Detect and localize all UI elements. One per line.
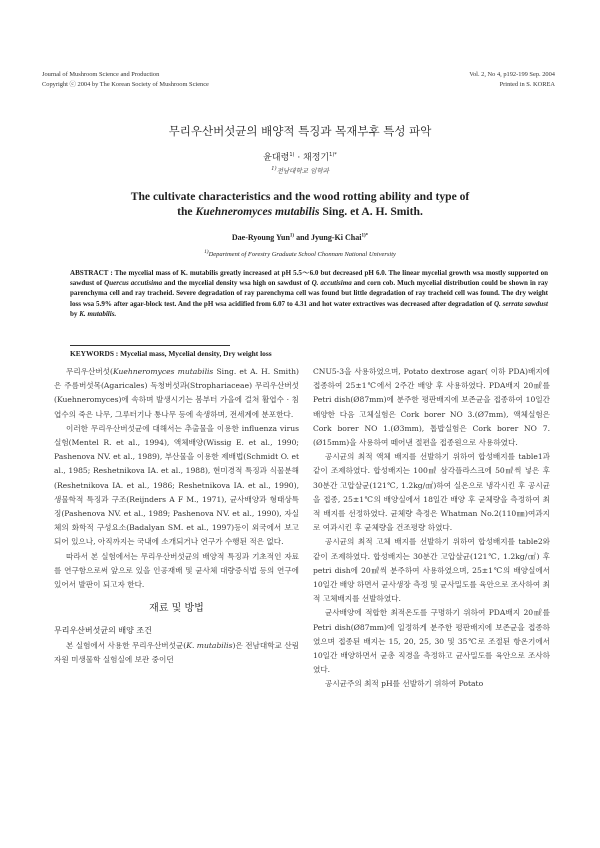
english-title (60, 189, 540, 219)
right-paragraph-1: CNU5-3을 사용하였으며, Potato dextrose agar( 이하 PDA)배지에 접종하여 25±1℃에서 2주간 배양 후 사용하였다. PDA배지 20㎖를 Petri dish(Ø87mm)에 분주한 평판배지에 보존균을 접종하여 10일간 배양한 다음 고체실험은 Cork borer NO 3.(Ø7mm), 액체실험은 Cork borer NO 1.(Ø3mm), 톱밥실험은 Cork borer NO 7.(Ø15mm)을 사용하여 떼어낸 절편을 접종원으로 사용하였다. (313, 367, 550, 448)
methods-p1-a: 본 실험에서 사용한 무리우산버섯균( (66, 640, 187, 650)
english-title-species: Kuehneromyces mutabilis (195, 205, 320, 218)
english-affil-text: Department of Forestry Graduate School Chonnam National University (208, 251, 396, 259)
abstract-text-4: by (70, 309, 80, 318)
korean-author-2-sup: 1)* (329, 152, 337, 158)
right-paragraph-4: 균사배양에 적합한 최적온도를 구명하기 위하여 PDA배지 20㎖를 Petri dish(Ø87mm)에 일정하게 분주한 평판배지에 보존균을 접종하였으며 접종된 배지는 15, 20, 25, 30 및 35℃로 조절된 항온기에서 10일간 배양하면서 균총 직경을 측정하고 균사밀도를 육안으로 조사하였다. (313, 608, 550, 675)
right-column (313, 365, 550, 692)
keywords (70, 349, 272, 358)
korean-affil-text: 전남대학교 임학과 (276, 167, 329, 176)
english-title-pre: the (177, 205, 196, 218)
right-paragraph-5: 공시균주의 최적 pH를 선발하기 위하여 Potato (325, 679, 484, 689)
intro-paragraph-3: 따라서 본 실험에서는 무리우산버섯균의 배양적 특징과 기초적인 자료를 연구함으로써 앞으로 있을 인공재배 및 균사체 대량증식법 등의 연구에 있어서 발판이 되고자 한다. (54, 551, 299, 590)
keywords-rule (70, 345, 230, 346)
printed-line: Printed in S. KOREA (499, 81, 555, 88)
abstract-text-2: and the mycelial density wsa high on sawdust of (162, 279, 312, 288)
right-paragraph-3: 공시균의 최적 고체 배지를 선발하기 위하여 합성배지를 table2와 같이 조제하였다. 합성배지는 30분간 고압살균(121℃, 1.2kg/㎠) 후 petri dish에 20㎖씩 분주하여 사용하였으며, 25±1℃의 배양실에서 10일간 배양 하면서 균사생장 측정 및 균사밀도를 육안으로 조사하여 최적 고체배지를 선발하였다. (313, 537, 550, 604)
english-author-1: Dae-Ryoung Yun (231, 233, 290, 242)
copyright-line: Copyright ⓒ 2004 by The Korean Society of Mushroom Science (42, 81, 209, 88)
korean-author-1: 윤대령 (263, 153, 290, 163)
intro-p1-b: Sing. et A. H. Smith)은 주름버섯목(Agaricales) 독청버섯과(Strophariaceae) 무리우산버섯(Kuehneromyces)에 속하며 발생시기는 봄부터 가을에 걸쳐 활엽수 · 침엽수의 죽은 나무, 그루터기나 통나무 등에 속생하며, 전세계에 분포한다. (54, 367, 299, 419)
subsection-title-culture: 무리우산버섯균의 배양 조건 (54, 626, 152, 636)
english-author-2: and Jyung-Ki Chai (294, 233, 362, 242)
abstract-species-2: Q. accutisima (311, 279, 352, 288)
english-affiliation (0, 249, 600, 258)
journal-name: Journal of Mushroom Science and Production (42, 71, 160, 78)
english-title-line-2 (60, 204, 540, 219)
abstract-species-4: K. mutabilis. (79, 309, 117, 318)
methods-p1-species: K. mutabilis (186, 640, 233, 650)
english-authors (0, 233, 600, 242)
korean-author-2: 채정기 (303, 153, 330, 163)
intro-p1-a: 무리우산버섯( (66, 367, 113, 376)
abstract-species-1: Quercus accutisima (104, 279, 163, 288)
korean-authors (0, 150, 600, 163)
english-title-line-1: The cultivate characteristics and the wood rotting ability and type of (130, 190, 470, 203)
abstract (70, 268, 548, 319)
korean-title: 무리우산버섯균의 배양적 특징과 목재부후 특성 파악 (168, 124, 432, 138)
intro-p1-species: Kuehneromyces mutabilis (112, 367, 214, 376)
korean-affil-sup: 1) (271, 166, 277, 172)
abstract-text-3: and corn cob. Much mycelial distribution could be shown in ray parenchyma cell and ray tracheid. Severe degradation of ray parenchyma cell was found but little degradation of ray tracheid cell was found. The dry weight loss wsa 5.9% after agar-block test. And the pH wsa acidified from 6.07 to 4.31 and hot water extractives was decreased after degradation of (70, 279, 548, 308)
korean-affiliation (0, 166, 600, 175)
english-affil-sup: 1) (204, 249, 209, 255)
abstract-species-3: Q. serrata sawdust (493, 299, 549, 308)
methods-p1-b: )은 전남대학교 산림자원 미생물학 실험실에 보관 중이던 (54, 640, 299, 664)
english-author-1-sup: 1) (289, 233, 295, 239)
intro-paragraph-2: 이러한 무리우산버섯균에 대해서는 추출물을 이용한 influenza virus 실험(Mentel R. et al., 1994), 액체배양(Wissig E. et al., 1990; Pashenova NV. et al., 1989), 부산물을 이용한 제배법(Schmidt O. et al., 1985; Reshetnikova IA. et al., 1988), 현미경적 특징과 식물분해(Reshetnikova IA. et al., 1986; Reshetnikova IA. et al., 1990), 생물학적 특징과 구조(Reijnders A F M., 1971), 균사배양과 형태상특징(Pashenova NV. et al., 1989; Pashenova NV. et al., 1990), 자실체의 화학적 구성요소(Badalyan SM. et al., 1997)등이 외국에서 보고되어 있으나, 아직까지는 국내에 소개되거나 연구가 수행된 적은 없다. (54, 423, 299, 547)
keywords-label: KEYWORDS : (70, 349, 119, 358)
journal-info (42, 70, 209, 90)
intro-paragraph-1 (54, 365, 299, 422)
english-title-post: Sing. et A. H. Smith. (319, 205, 423, 218)
english-author-2-sup: 1)* (361, 233, 369, 239)
abstract-label: ABSTRACT : (70, 269, 113, 277)
left-column (54, 365, 299, 667)
methods-paragraph-1 (54, 639, 299, 667)
right-paragraph-2: 공시균의 최적 액체 배지를 선발하기 위하여 합성배지를 table1과 같이 조제하였다. 합성배지는 100㎖ 삼각플라스크에 50㎖씩 넣은 후 30분간 고압살균(121℃, 1.2kg/㎠)하여 실온으로 냉각시킨 후 공시균을 접종, 25±1℃의 배양실에서 18일간 배양 후 균체량을 측정하여 최적 배지를 선정하였다. 균체량 측정은 Whatman No.2(110㎜)여과지로 여과시킨 후 균체량을 건조평량 하였다. (313, 452, 550, 533)
abstract-text-1: The mycelial mass of K. mutabilis greatly increased at pH 5.5～6.0 but decreased pH 6.0. The linear mycelial growth wsa mostly supported on sawdust of (70, 269, 549, 288)
keywords-text: Mycelial mass, Mycelial density, Dry weight loss (118, 349, 272, 358)
korean-author-1-sup: 1) (289, 152, 295, 158)
volume-line: Vol. 2, No 4, p192-199 Sep. 2004 (469, 71, 555, 78)
section-title-methods: 재료 및 방법 (149, 603, 204, 615)
volume-info (469, 70, 555, 90)
author-separator: · (294, 153, 304, 163)
